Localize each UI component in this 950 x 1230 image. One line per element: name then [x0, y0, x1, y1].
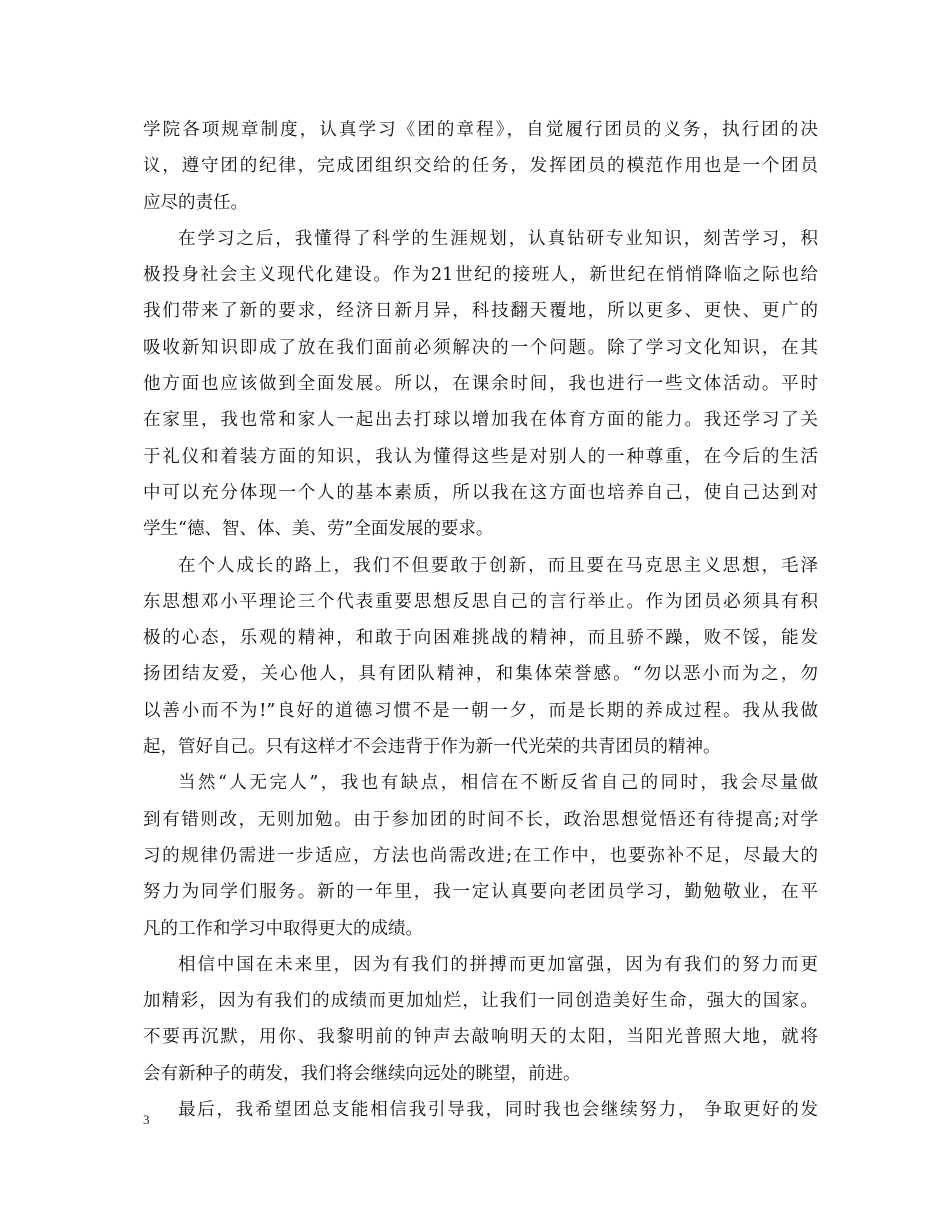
text-line: 应尽的责任。 [143, 192, 248, 213]
paragraph [143, 112, 818, 221]
text-line: 学院各项规章制度，认真学习《团的章程》，自觉履行团员的义务，执行团的决 [143, 120, 818, 140]
text-line: 以善小而不为!”良好的道德习惯不是一朝一夕，而是长期的养成过程。我从我做 [143, 700, 818, 721]
text-line: 在个人成长的路上，我们不但要敢于创新，而且要在马克思主义思想，毛泽 [178, 555, 818, 576]
text-line: 会有新种子的萌发，我们将会继续向远处的眺望，前进。 [143, 1063, 581, 1084]
text-line: 凡的工作和学习中取得更大的成绩。 [143, 918, 423, 939]
text-line: 议，遵守团的纪律，完成团组织交给的任务，发挥团员的模范作用也是一个团员 [143, 156, 818, 177]
text-line: 于礼仪和着装方面的知识，我认为懂得这些是对别人的一种尊重，在今后的生活 [143, 446, 818, 467]
text-line: 扬团结友爱，关心他人，具有团队精神，和集体荣誉感。“勿以恶小而为之，勿 [143, 664, 818, 685]
text-line: 在家里，我也常和家人一起出去打球以增加我在体育方面的能力。我还学习了关 [143, 410, 818, 431]
text-line: 当然“人无完人”，我也有缺点，相信在不断反省自己的同时，我会尽量做 [178, 773, 818, 794]
paragraph [143, 765, 818, 946]
text-line: 最后，我希望团总支能相信我引导我，同时我也会继续努力， 争取更好的发 [178, 1100, 818, 1121]
text-line: 在学习之后，我懂得了科学的生涯规划，认真钻研专业知识，刻苦学习，积 [178, 228, 818, 249]
text-line: 不要再沉默，用你、我黎明前的钟声去敲响明天的太阳，当阳光普照大地，就将 [143, 1027, 818, 1048]
text-line: 极的心态，乐观的精神，和敢于向困难挑战的精神，而且骄不躁，败不馁，能发 [143, 628, 818, 649]
text-line: 中可以充分体现一个人的基本素质，所以我在这方面也培养自己，使自己达到对 [143, 482, 818, 503]
text-line: 习的规律仍需进一步适应，方法也尚需改进;在工作中，也要弥补不足，尽最大的 [143, 845, 818, 866]
text-line: 加精彩，因为有我们的成绩而更加灿烂，让我们一同创造美好生命，强大的国家。 [143, 991, 818, 1012]
text-line: 到有错则改，无则加勉。由于参加团的时间不长，政治思想觉悟还有待提高;对学 [143, 809, 818, 830]
paragraph [143, 221, 818, 548]
paragraph [143, 1092, 818, 1128]
paragraph [143, 548, 818, 766]
paragraph [143, 947, 818, 1092]
text-line: 吸收新知识即成了放在我们面前必须解决的一个问题。除了学习文化知识，在其 [143, 337, 818, 358]
text-line: 努力为同学们服务。新的一年里，我一定认真要向老团员学习，勤勉敬业，在平 [143, 882, 818, 903]
text-line: 相信中国在未来里，因为有我们的拼搏而更加富强，因为有我们的努力而更 [178, 954, 818, 975]
text-line: 起，管好自己。只有这样才不会违背于作为新一代光荣的共青团员的精神。 [143, 737, 721, 758]
text-line: 学生“德、智、体、美、劳”全面发展的要求。 [143, 519, 494, 540]
text-line: 极投身社会主义现代化建设。作为21世纪的接班人，新世纪在悄悄降临之际也给 [143, 265, 818, 286]
body-text [143, 112, 818, 1128]
page-number: 3 [143, 1112, 150, 1127]
text-line: 东思想邓小平理论三个代表重要思想反思自己的言行举止。作为团员必须具有积 [143, 591, 818, 612]
text-line: 他方面也应该做到全面发展。所以，在课余时间，我也进行一些文体活动。平时 [143, 374, 818, 395]
text-line: 我们带来了新的要求，经济日新月异，科技翻天覆地，所以更多、更快、更广的 [143, 301, 818, 322]
